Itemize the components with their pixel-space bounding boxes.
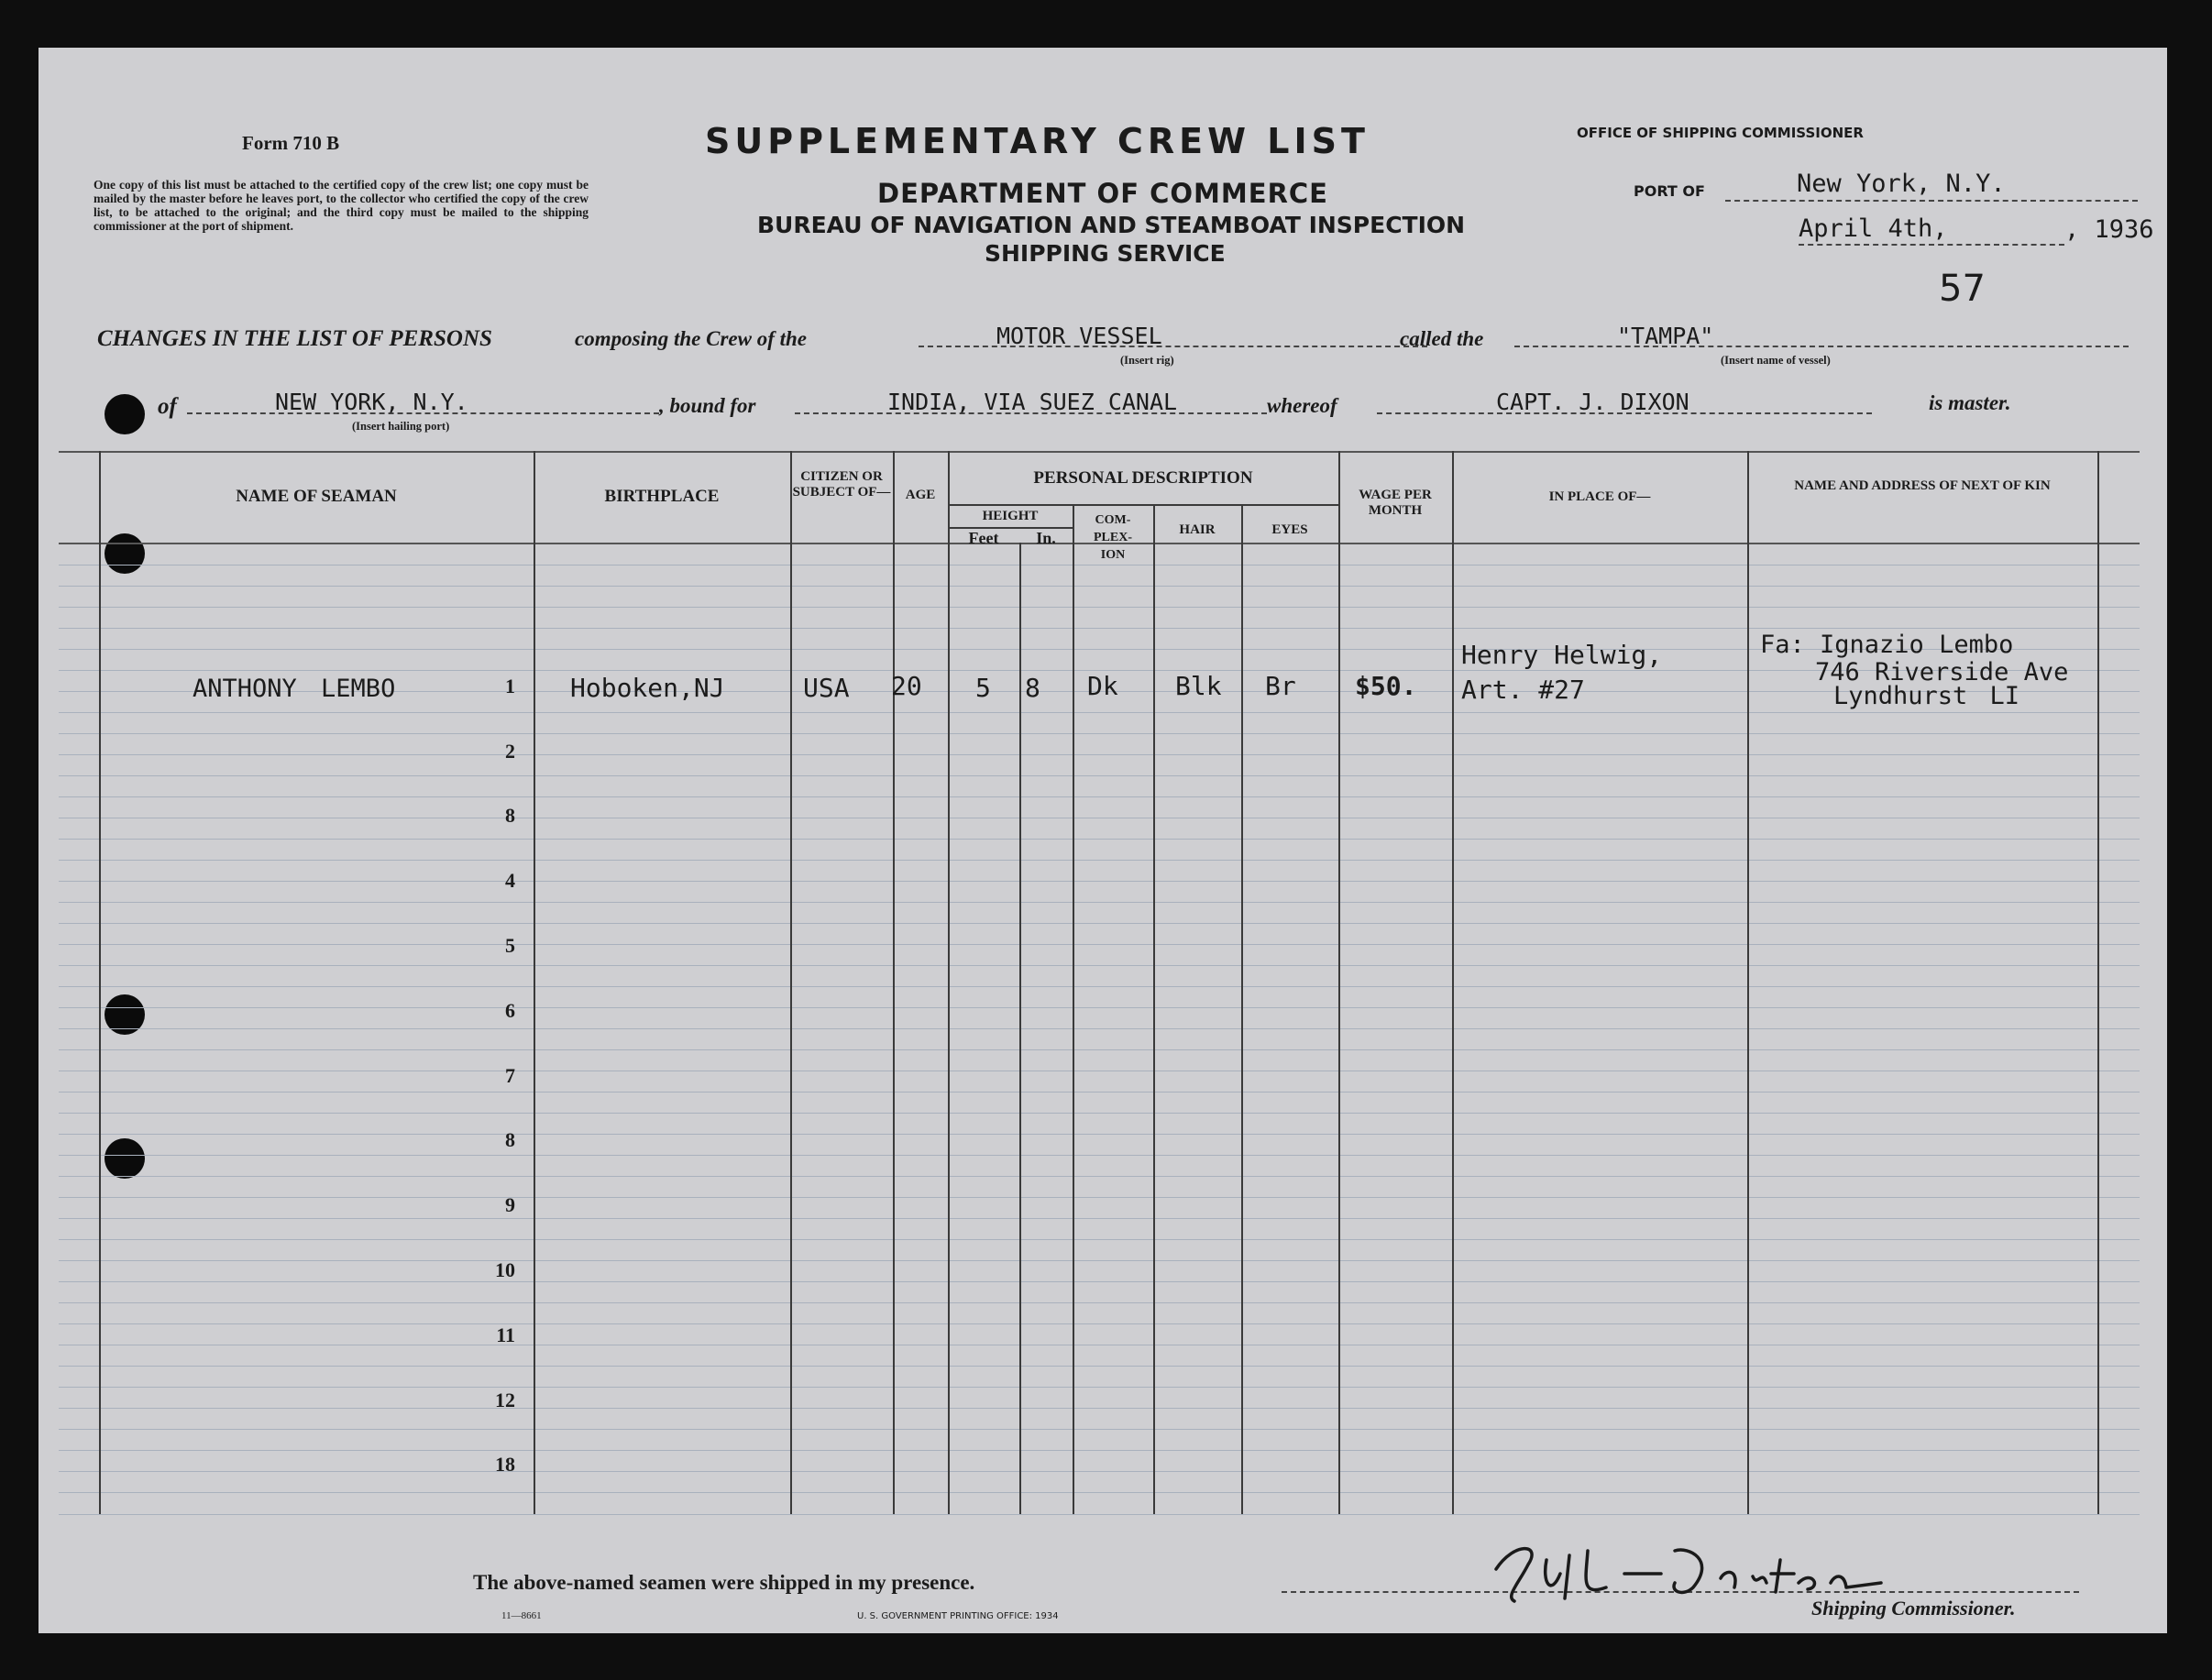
- ruled-line: [59, 1239, 2140, 1240]
- ruled-line: [59, 754, 2140, 755]
- header-name: NAME OF SEAMAN: [236, 487, 397, 506]
- seaman-feet: 5: [975, 673, 991, 703]
- column-rule: [790, 451, 792, 1514]
- header-in-place-of: IN PLACE OF—: [1548, 489, 1651, 504]
- port-label: PORT OF: [1634, 182, 1705, 200]
- seaman-birthplace: Hoboken,NJ: [570, 673, 725, 703]
- column-rule: [1073, 504, 1074, 1514]
- shipped-statement: The above-named seamen were shipped in my presence.: [473, 1571, 975, 1594]
- seaman-wage: $50.: [1355, 671, 1417, 701]
- bound-for-text: , bound for: [659, 394, 756, 417]
- header-age: AGE: [905, 488, 936, 502]
- service-heading: SHIPPING SERVICE: [985, 240, 1226, 267]
- ruled-line: [59, 923, 2140, 924]
- header-citizen: CITIZEN OR SUBJECT OF—: [792, 469, 891, 500]
- header-complexion: COM-PLEX-ION: [1094, 513, 1132, 562]
- ruled-line: [59, 1155, 2140, 1156]
- ruled-line: [59, 1007, 2140, 1008]
- ruled-line: [59, 1387, 2140, 1388]
- composing-text: composing the Crew of the: [575, 327, 808, 350]
- ruled-line: [59, 1302, 2140, 1303]
- is-master-text: is master.: [1929, 391, 2011, 414]
- ruled-line: [59, 628, 2140, 629]
- seaman-age: 20: [891, 671, 922, 701]
- ruled-line: [59, 1429, 2140, 1430]
- hailing-value: NEW YORK, N.Y.: [275, 389, 468, 415]
- rig-hint: (Insert rig): [1120, 354, 1174, 367]
- office-label: OFFICE OF SHIPPING COMMISSIONER: [1577, 125, 1864, 141]
- ruled-line: [59, 944, 2140, 945]
- of-text: of: [158, 394, 177, 419]
- port-value: New York, N.Y.: [1797, 170, 2006, 198]
- ruled-line: [59, 1366, 2140, 1367]
- rig-underline: [919, 346, 1427, 347]
- header-wage: WAGE PER MONTH: [1359, 488, 1432, 518]
- called-text: called the: [1400, 327, 1484, 350]
- ruled-line: [59, 607, 2140, 608]
- row-number: 2: [505, 740, 515, 763]
- row-number: 7: [505, 1064, 515, 1087]
- date-underline: [1799, 244, 2064, 246]
- ruled-line: [59, 733, 2140, 734]
- row-number: 9: [505, 1193, 515, 1216]
- column-rule: [1452, 451, 1454, 1514]
- seaman-hair: Blk: [1175, 671, 1222, 701]
- next-of-kin-line-1: Fa: Ignazio Lembo: [1760, 631, 2014, 659]
- sheet-number: 57: [1939, 268, 1986, 310]
- whereof-text: whereof: [1267, 394, 1337, 417]
- in-place-of-line-2: Art. #27: [1461, 675, 1585, 705]
- master-value: CAPT. J. DIXON: [1496, 389, 1689, 415]
- ruled-line: [59, 1492, 2140, 1493]
- page-title: SUPPLEMENTARY CREW LIST: [705, 121, 1370, 161]
- ruled-line: [59, 839, 2140, 840]
- row-number: 12: [495, 1389, 515, 1411]
- row-number: 1: [505, 675, 515, 697]
- rig-value: MOTOR VESSEL: [996, 323, 1162, 349]
- ruled-line: [59, 965, 2140, 966]
- ruled-line: [59, 1450, 2140, 1451]
- next-of-kin-line-3: Lyndhurst LI: [1833, 682, 2020, 710]
- header-inches: In.: [1036, 529, 1056, 547]
- print-code: 11—8661: [501, 1610, 542, 1621]
- commissioner-signature: [1478, 1532, 1918, 1606]
- ruled-line: [59, 1176, 2140, 1177]
- ruled-line: [59, 986, 2140, 987]
- crew-list-form: [39, 48, 2167, 1633]
- row-number: 10: [495, 1258, 515, 1281]
- table-top-rule: [59, 451, 2140, 453]
- punch-hole: [105, 394, 145, 434]
- ruled-line: [59, 1408, 2140, 1409]
- ruled-line: [59, 1113, 2140, 1114]
- column-rule: [1338, 451, 1340, 1514]
- column-rule: [2097, 451, 2099, 1514]
- ruled-line: [59, 712, 2140, 713]
- vessel-underline: [1514, 346, 2129, 347]
- in-place-of-line-1: Henry Helwig,: [1461, 640, 1663, 670]
- row-number: 11: [496, 1323, 515, 1346]
- commissioner-title: Shipping Commissioner.: [1811, 1597, 2016, 1620]
- ruled-line: [59, 1134, 2140, 1135]
- ruled-line: [59, 1028, 2140, 1029]
- column-rule: [1153, 504, 1155, 1514]
- seaman-complexion: Dk: [1087, 671, 1118, 701]
- column-rule: [1747, 451, 1749, 1514]
- column-rule: [893, 451, 895, 1514]
- next-of-kin-line-2: 746 Riverside Ave: [1815, 658, 2069, 686]
- column-rule: [1241, 504, 1243, 1514]
- column-rule: [1019, 543, 1021, 1514]
- port-underline: [1725, 200, 2138, 202]
- ruled-line: [59, 1514, 2140, 1515]
- destination-value: INDIA, VIA SUEZ CANAL: [887, 389, 1178, 415]
- seaman-name: ANTHONY LEMBO: [193, 675, 396, 703]
- row-number: 6: [505, 999, 515, 1022]
- changes-lead: CHANGES IN THE LIST OF PERSONS: [97, 326, 492, 351]
- date-value: April 4th,: [1799, 214, 1948, 243]
- header-personal-description: PERSONAL DESCRIPTION: [1033, 468, 1253, 488]
- column-rule: [948, 451, 950, 1514]
- vessel-hint: (Insert name of vessel): [1721, 354, 1831, 367]
- seaman-eyes: Br: [1265, 671, 1296, 701]
- vessel-value: "TAMPA": [1617, 323, 1714, 349]
- header-next-of-kin: NAME AND ADDRESS OF NEXT OF KIN: [1794, 478, 2051, 493]
- row-number: 4: [505, 869, 515, 892]
- row-number: 5: [505, 934, 515, 957]
- seaman-citizen: USA: [803, 673, 850, 703]
- bureau-heading: BUREAU OF NAVIGATION AND STEAMBOAT INSPECTION: [757, 212, 1466, 238]
- header-feet: Feet: [968, 529, 999, 547]
- instructions-text: One copy of this list must be attached to the certified copy of the crew list; one copy must be mailed by the master before he leaves port, to the collector who certified the copy of the crew list, to be attached to the original; and the third copy must be mailed to the shipping commissioner at the port of shipment.: [94, 178, 589, 233]
- ruled-line: [59, 796, 2140, 797]
- ruled-line: [59, 1323, 2140, 1324]
- header-hair: HAIR: [1179, 522, 1216, 537]
- seaman-inches: 8: [1025, 673, 1040, 703]
- row-number: 8: [505, 804, 515, 827]
- hailing-hint: (Insert hailing port): [352, 420, 450, 433]
- row-number: 8: [505, 1128, 515, 1151]
- header-birthplace: BIRTHPLACE: [604, 487, 720, 506]
- header-height: HEIGHT: [982, 509, 1039, 523]
- ruled-line: [59, 1049, 2140, 1050]
- year-value: , 1936: [2064, 215, 2154, 244]
- ruled-line: [59, 902, 2140, 903]
- ruled-line: [59, 881, 2140, 882]
- row-number: 18: [495, 1453, 515, 1476]
- ruled-line: [59, 860, 2140, 861]
- ruled-line: [59, 1260, 2140, 1261]
- ruled-line: [59, 1197, 2140, 1198]
- department-heading: DEPARTMENT OF COMMERCE: [877, 178, 1328, 209]
- printing-office-imprint: U. S. GOVERNMENT PRINTING OFFICE: 1934: [857, 1611, 1059, 1621]
- ruled-line: [59, 586, 2140, 587]
- personal-rule: [948, 504, 1338, 506]
- form-number: Form 710 B: [242, 132, 340, 154]
- ruled-line: [59, 1281, 2140, 1282]
- ruled-line: [59, 1471, 2140, 1472]
- column-rule: [99, 451, 101, 1514]
- crew-table: [39, 451, 2167, 1514]
- header-eyes: EYES: [1271, 522, 1308, 537]
- ruled-line: [59, 1218, 2140, 1219]
- ruled-line: [59, 775, 2140, 776]
- column-rule: [534, 451, 535, 1514]
- ruled-line: [59, 1092, 2140, 1093]
